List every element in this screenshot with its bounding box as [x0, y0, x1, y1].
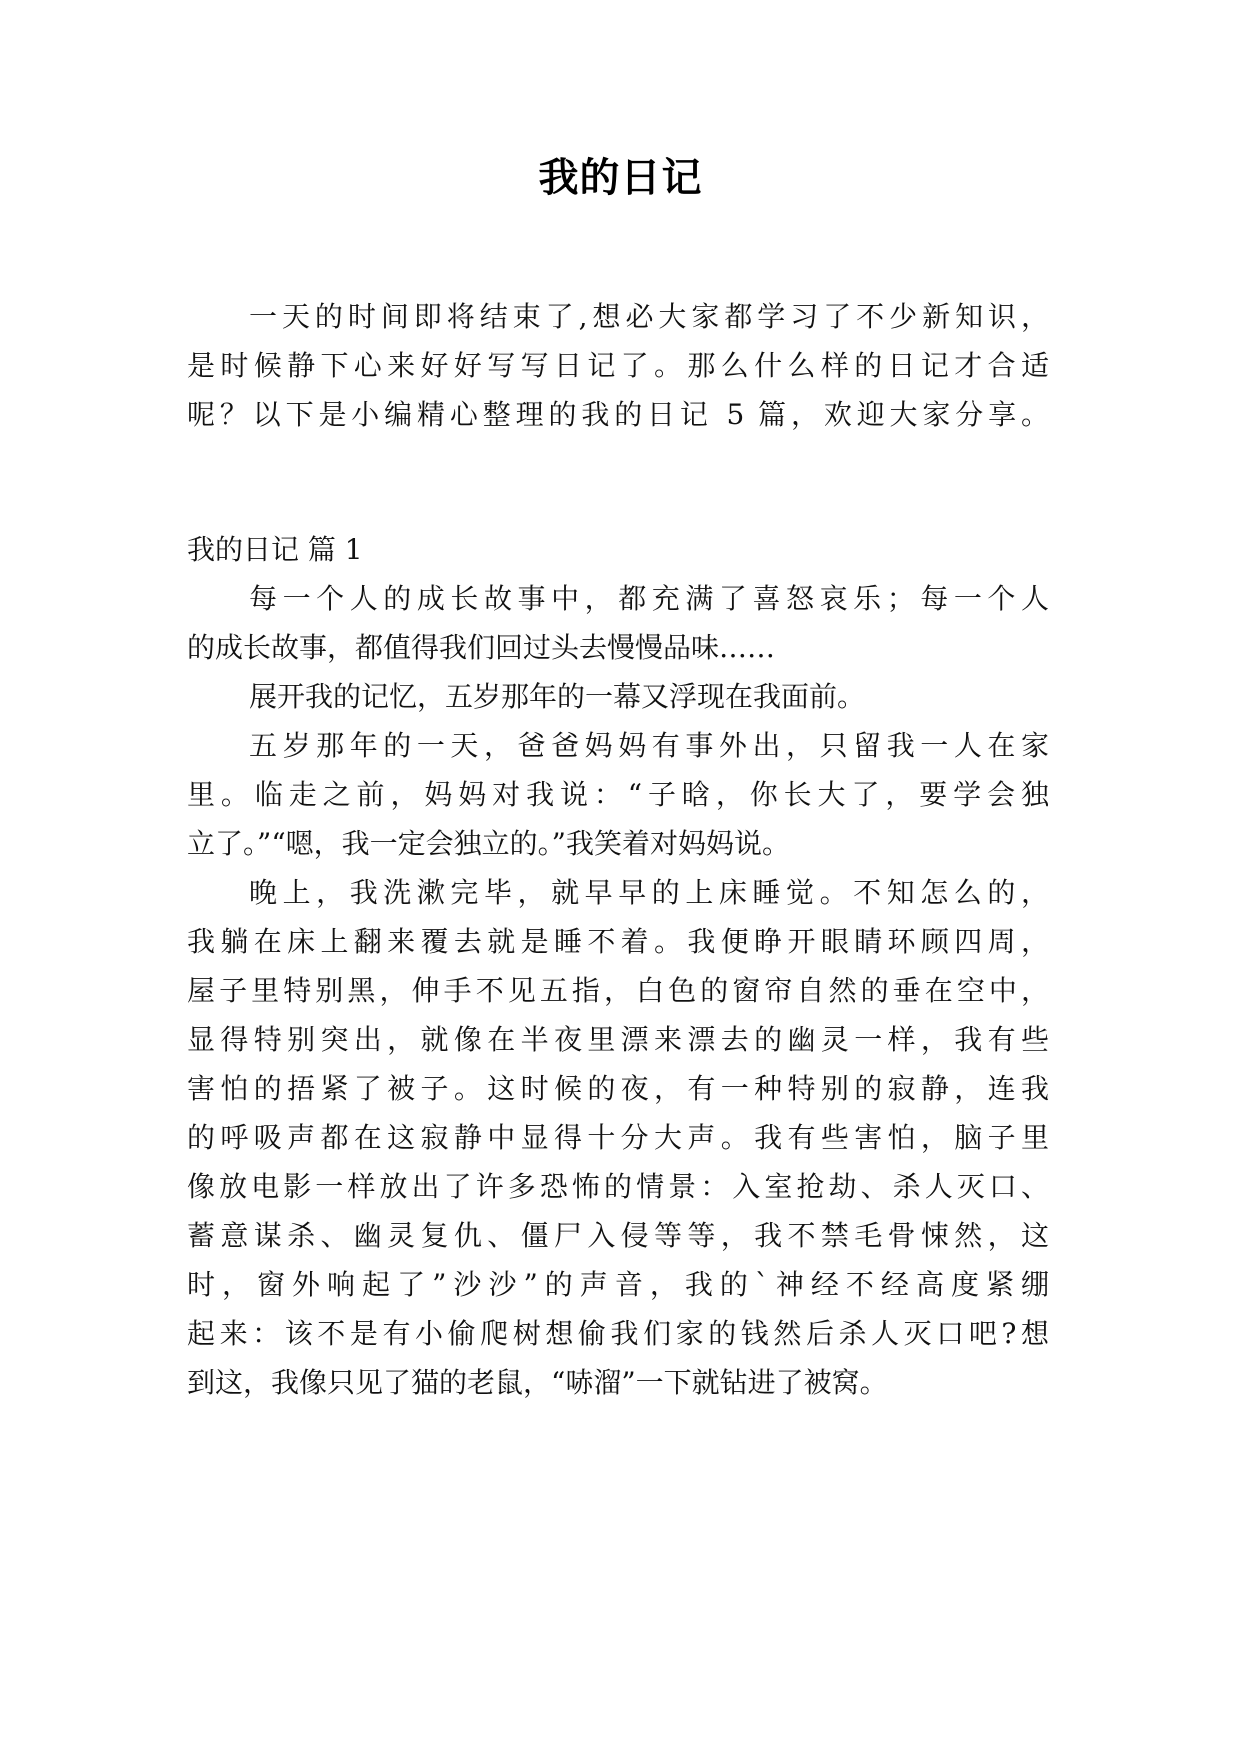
paragraph-line: 的呼吸声都在这寂静中显得十分大声。我有些害怕，脑子里 — [187, 1121, 1049, 1154]
intro-line: 一天的时间即将结束了,想必大家都学习了不少新知识， — [249, 300, 1049, 333]
document-title: 我的日记 — [538, 155, 703, 201]
paragraph-line: 晚上，我洗漱完毕，就早早的上床睡觉。不知怎么的， — [249, 876, 1049, 909]
paragraph-line: 展开我的记忆，五岁那年的一幕又浮现在我面前。 — [249, 680, 866, 713]
paragraph-line: 立了。”“嗯，我一定会独立的。”我笑着对妈妈说。 — [187, 827, 790, 860]
paragraph-line: 五岁那年的一天，爸爸妈妈有事外出，只留我一人在家 — [249, 729, 1049, 762]
paragraph-line: 像放电影一样放出了许多恐怖的情景：入室抢劫、杀人灭口、 — [187, 1170, 1049, 1203]
paragraph-line: 时，窗外响起了”沙沙”的声音，我的`神经不经高度紧绷 — [187, 1268, 1049, 1301]
paragraph-line: 屋子里特别黑，伸手不见五指，白色的窗帘自然的垂在空中， — [187, 974, 1049, 1007]
paragraph-line: 害怕的捂紧了被子。这时候的夜，有一种特别的寂静，连我 — [187, 1072, 1049, 1105]
intro-paragraph — [187, 292, 1049, 439]
intro-line: 呢？以下是小编精心整理的我的日记 5 篇，欢迎大家分享。 — [187, 398, 1049, 431]
section-heading: 我的日记 篇 1 — [187, 533, 363, 566]
intro-line: 是时候静下心来好好写写日记了。那么什么样的日记才合适 — [187, 349, 1049, 382]
paragraph-line: 显得特别突出，就像在半夜里漂来漂去的幽灵一样，我有些 — [187, 1023, 1049, 1056]
paragraph-line: 到这，我像只见了猫的老鼠，“哧溜”一下就钻进了被窝。 — [187, 1366, 888, 1399]
paragraph-line: 里。临走之前，妈妈对我说：“子晗，你长大了，要学会独 — [187, 778, 1049, 811]
paragraph-line: 的成长故事，都值得我们回过头去慢慢品味…… — [187, 631, 776, 664]
paragraph-line: 每一个人的成长故事中，都充满了喜怒哀乐；每一个人 — [249, 582, 1049, 615]
paragraph-line: 我躺在床上翻来覆去就是睡不着。我便睁开眼睛环顾四周， — [187, 925, 1049, 958]
paragraph-line: 蓄意谋杀、幽灵复仇、僵尸入侵等等，我不禁毛骨悚然，这 — [187, 1219, 1049, 1252]
paragraph-line: 起来：该不是有小偷爬树想偷我们家的钱然后杀人灭口吧?想 — [187, 1317, 1049, 1350]
article-section — [187, 525, 1049, 1407]
